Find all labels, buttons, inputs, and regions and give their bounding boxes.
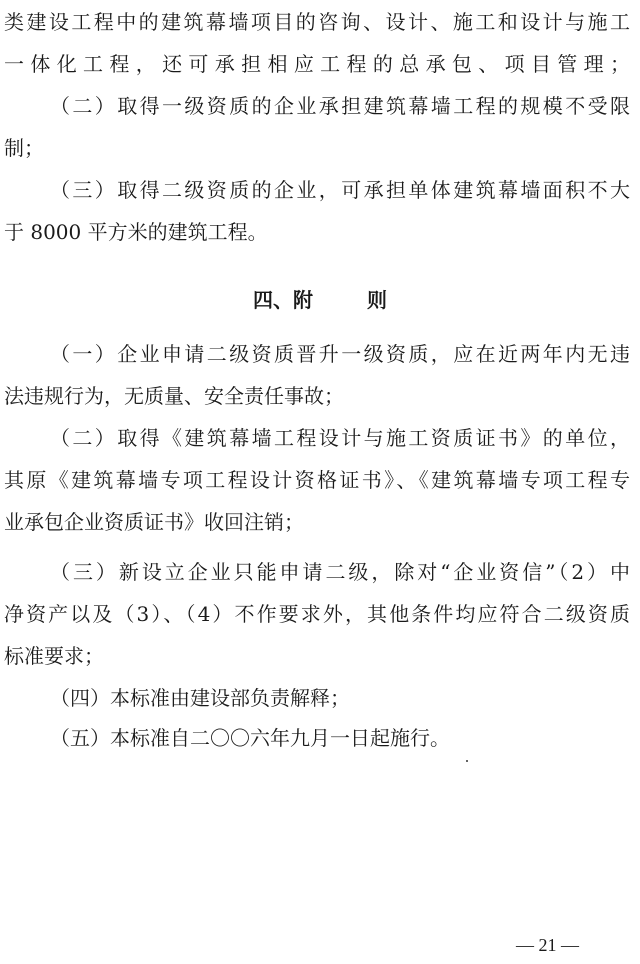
section-heading-part1: 四、附	[253, 288, 314, 312]
list-item-line: 法违规行为，无质量、安全责任事故；	[4, 384, 344, 408]
list-item-line: （四）本标准由建设部负责解释；	[50, 686, 350, 710]
stray-mark	[466, 760, 468, 762]
list-item-line: 净资产以及（3）、（4）不作要求外，其他条件均应符合二级资质	[4, 602, 630, 626]
list-item-line: （一）企业申请二级资质晋升一级资质，应在近两年内无违	[50, 342, 630, 366]
page-number: — 21 —	[516, 935, 579, 955]
list-item-line: （三）新设立企业只能申请二级，除对“企业资信”（2）中	[50, 560, 630, 584]
list-item-line: 业承包企业资质证书》收回注销；	[4, 510, 304, 534]
list-item-line: （二）取得《建筑幕墙工程设计与施工资质证书》的单位，	[50, 426, 630, 450]
section-heading	[0, 280, 640, 320]
text-line: （三）取得二级资质的企业，可承担单体建筑幕墙面积不大	[50, 178, 630, 202]
section-heading-part2: 则	[366, 288, 387, 312]
list-item-line: 标准要求；	[4, 644, 104, 668]
text-line: 于 8000 平方米的建筑工程。	[4, 220, 268, 244]
text-line: 制；	[4, 136, 44, 160]
text-line: 一体化工程，还可承担相应工程的总承包、项目管理；	[4, 52, 630, 76]
text-line: （二）取得一级资质的企业承担建筑幕墙工程的规模不受限	[50, 94, 630, 118]
text-line: 类建设工程中的建筑幕墙项目的咨询、设计、施工和设计与施工	[4, 10, 630, 34]
list-item-line: （五）本标准自二〇〇六年九月一日起施行。	[50, 726, 450, 750]
list-item-line: 其原《建筑幕墙专项工程设计资格证书》、《建筑幕墙专项工程专	[4, 468, 630, 492]
